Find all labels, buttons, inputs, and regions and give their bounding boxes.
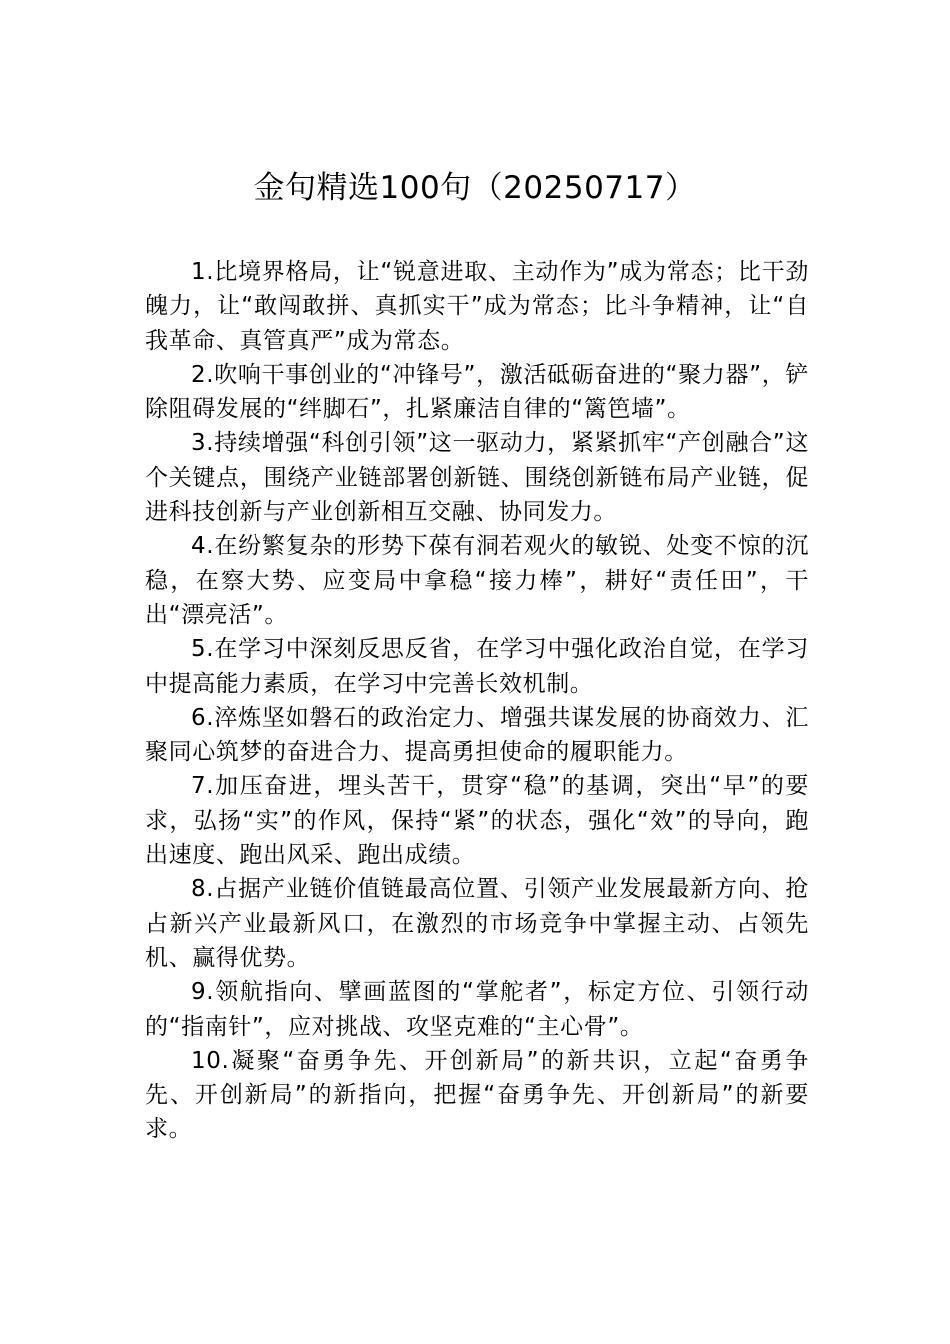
paragraph-8: 8.占据产业链价值链最高位置、引领产业发展最新方向、抢占新兴产业最新风口，在激烈的市场竞争中掌握主动、占领先机、赢得优势。 — [145, 876, 809, 971]
document-title: 金句精选100句（20250717） — [253, 170, 697, 206]
paragraph-4: 4.在纷繁复杂的形势下葆有洞若观火的敏锐、处变不惊的沉稳，在察大势、应变局中拿稳“接力棒”，耕好“责任田”，干出“漂亮活”。 — [145, 533, 809, 628]
paragraph-2: 2.吹响干事创业的“冲锋号”，激活砥砺奋进的“聚力器”，铲除阻碍发展的“绊脚石”，扎紧廉洁自律的“篱笆墙”。 — [145, 361, 809, 423]
paragraph-7: 7.加压奋进，埋头苦干，贯穿“稳”的基调，突出“早”的要求，弘扬“实”的作风，保持“紧”的状态，强化“效”的导向，跑出速度、跑出风采、跑出成绩。 — [145, 773, 809, 869]
paragraph-3: 3.持续增强“科创引领”这一驱动力，紧紧抓牢“产创融合”这个关键点，围绕产业链部署创新链、围绕创新链布局产业链，促进科技创新与产业创新相互交融、协同发力。 — [145, 430, 809, 526]
paragraph-9: 9.领航指向、擘画蓝图的“掌舵者”，标定方位、引领行动的“指南针”，应对挑战、攻坚克难的“主心骨”。 — [145, 979, 809, 1040]
paragraph-10: 10.凝聚“奋勇争先、开创新局”的新共识，立起“奋勇争先、开创新局”的新指向，把握“奋勇争先、开创新局”的新要求。 — [145, 1047, 809, 1143]
document-body — [145, 255, 809, 1147]
paragraph-6: 6.淬炼坚如磐石的政治定力、增强共谋发展的协商效力、汇聚同心筑梦的奋进合力、提高勇担使命的履职能力。 — [145, 704, 809, 766]
paragraph-5: 5.在学习中深刻反思反省，在学习中强化政治自觉，在学习中提高能力素质，在学习中完善长效机制。 — [145, 636, 809, 697]
paragraph-1: 1.比境界格局，让“锐意进取、主动作为”成为常态；比干劲魄力，让“敢闯敢拼、真抓实干”成为常态；比斗争精神，让“自我革命、真管真严”成为常态。 — [145, 259, 809, 354]
